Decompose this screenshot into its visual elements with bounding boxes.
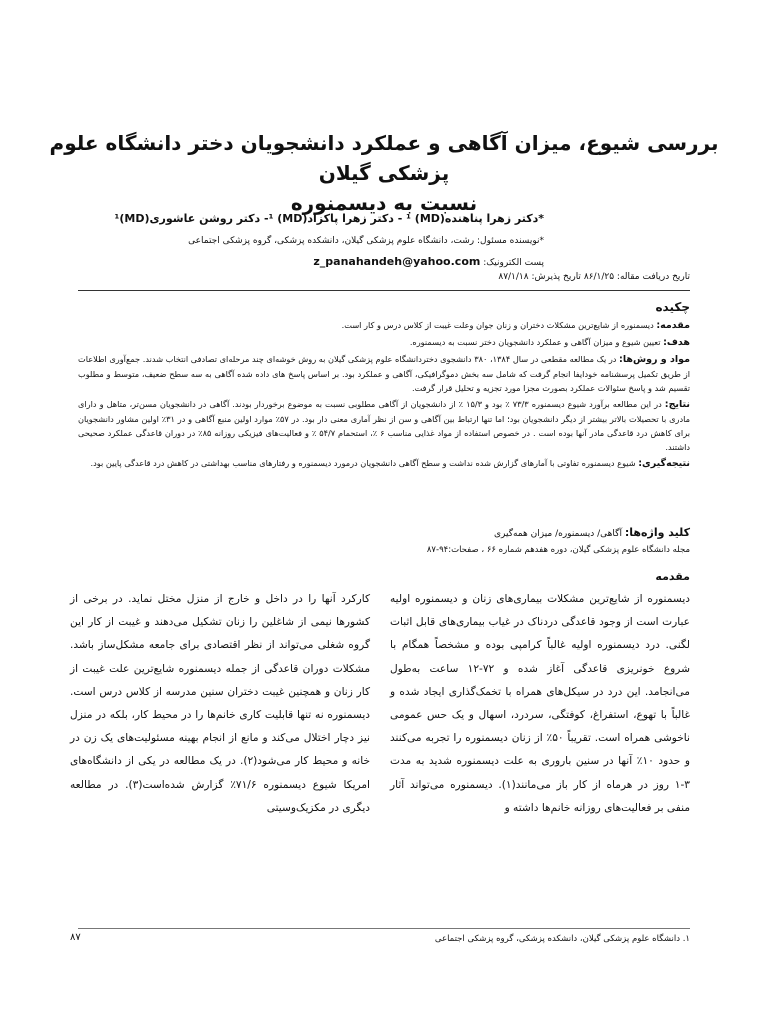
abstract-conclusion: [78, 456, 690, 471]
abstract-methods: [78, 352, 690, 395]
body-paragraph-left: کارکرد آنها را در داخل و خارج از منزل مختل نماید. در برخی از کشورها نیمی از شاغلین را زنان تشکیل می‌دهند و غیبت از کار این گروه شغلی می‌تواند از نظر اقتصادی برای جامعه مشکل‌ساز باشد. مشکلات دوران قاعدگی از جمله دیسمنوره شایع‌ترین علت غیبت از کار زنان و همچنین غیبت دختران سنین مدرسه از کلاس درس است. دیسمنوره نه تنها قابلیت کاری خانم‌ها را در محیط کار، بلکه در منزل نیز دچار اختلال می‌کند و مانع از انجام بهینه مسئولیت‌های یک زن در خانه و محیط کار می‌شود(۲). در یک مطالعه در یکی از دانشگاه‌های امریکا شیوع دیسمنوره ۷۱/۶٪ گزارش شده‌است(۳). در مطالعه دیگری در مکزیک‌وسیتی: [70, 593, 370, 814]
aim-text: تعیین شیوع و میزان آگاهی و عملکرد دانشجویان دختر نسبت به دیسمنوره.: [409, 337, 661, 347]
methods-text: در یک مطالعه مقطعی در سال ۱۳۸۴، ۳۸۰ دانشجوی دختردانشگاه علوم پزشکی گیلان به روش خوشه‌ای چند مرحله‌ای تصادفی انتخاب شدند. جمع‌آوری اطلاعات از طریق تکمیل پرسشنامه خودایفا انجام گرفت که شامل سه بخش دموگرافیکی، آگاهی و عملکرد بود. بر اساس پاسخ های داده شده آگاهی به سه سطح ضعیف، متوسط و مطلوب تقسیم شد و پاسخ سئوالات عملکرد بصورت مجزا مورد تجزیه و تحلیل قرار گرفت.: [78, 354, 690, 393]
corresponding-author: *نویسنده مسئول: رشت، دانشگاه علوم پزشکی گیلان، دانشکده پزشکی، گروه پزشکی اجتماعی: [188, 236, 544, 246]
abstract-body: [78, 318, 690, 473]
title-line-2: نسبت به دیسمنوره: [290, 191, 478, 215]
results-text: در این مطالعه برآورد شیوع دیسمنوره ۷۳/۳ ٪ بود و ۱۵/۳ ٪ از دانشجویان از آگاهی مطلوبی نسبت به موضوع برخوردار بودند. آگاهی در دانشجویان مسن‌تر، متاهل و دارای مادری با تحصیلات بالاتر بیشتر از دیگر دانشجویان بود؛ اما تنها ارتباط بین آگاهی و سن از نظر آماری معنی دار بود. در ۵۷٪ موارد اولین منبع آگاهی و در ۳۱٪ اولین مشاور دانشجویان برای کاهش درد قاعدگی مادر آنها بوده است . در خصوص استفاده از مواد غذایی مناسب ۶ ٪، استحمام ۵۴/۷ ٪ و فعالیت‌های فیزیکی روزانه ۸۵٪ در دوران قاعدگی عملکرد صحیحی داشتند.: [78, 399, 691, 452]
keywords-label: کلید واژه‌ها:: [624, 526, 690, 539]
conclusion-label: نتیجه‌گیری:: [638, 458, 690, 469]
body-column-right: [390, 588, 690, 820]
page-number: ۸۷: [70, 932, 81, 943]
body-column-left: [70, 588, 370, 820]
keywords-row: [78, 526, 690, 539]
email-row: [60, 255, 544, 268]
aim-label: هدف:: [663, 337, 690, 348]
footer-divider: [78, 928, 690, 929]
header-divider: [78, 290, 690, 291]
section-heading: مقدمه: [655, 570, 690, 583]
methods-label: مواد و روش‌ها:: [619, 354, 690, 365]
article-dates: تاریخ دریافت مقاله: ۸۶/۱/۲۵ تاریخ پذیرش: ۸۷/۱/۱۸: [498, 272, 690, 282]
author-list: *دکتر زهرا پناهنده(MD) ¹ - دکتر زهرا پاکزاد(MD) ¹- دکتر روشن عاشوری(MD)¹: [114, 212, 544, 225]
abstract-results: [78, 397, 690, 454]
results-label: نتایج:: [664, 399, 690, 410]
article-title: [40, 128, 728, 218]
body-paragraph-right: دیسمنوره از شایع‌ترین مشکلات بیماری‌های زنان و دیسمنوره اولیه عبارت است از وجود قاعدگی دردناک در غیاب بیماری‌های قابل اثبات لگنی. درد دیسمنوره اولیه غالباً کرامپی بوده و مشخصاً همگام با شروع خونریزی قاعدگی آغاز شده و ۷۲-۱۲ ساعت به‌طول می‌انجامد. این درد در سیکل‌های همراه با تخمک‌گذاری ایجاد شده و غالباً با تهوع، استفراغ، کوفتگی، سردرد، اسهال و یک حس عمومی ناخوشی همراه است. تقریباً ۵۰٪ از زنان دیسمنوره را تجربه می‌کنند و حدود ۱۰٪ آنها در سنین باروری به علت دیسمنوره شدید به مدت ۳-۱ روز در هرماه از کار باز می‌مانند(۱). دیسمنوره می‌تواند آثار منفی بر فعالیت‌های روزانه خانم‌ها داشته و: [390, 593, 690, 814]
email-label: پست الکترونیک:: [483, 258, 544, 268]
journal-citation-row: [78, 545, 690, 559]
abstract-aim: [78, 335, 690, 350]
intro-text: دیسمنوره از شایع‌ترین مشکلات دختران و زنان جوان وعلت غیبت از کلاس درس و کار است.: [341, 320, 654, 330]
email-address: z_panahandeh@yahoo.com: [313, 255, 481, 268]
conclusion-text: شیوع دیسمنوره تفاوتی با آمارهای گزارش شده نداشت و سطح آگاهی دانشجویان درمورد دیسمنوره و رفتارهای مناسب بهداشتی در کاهش درد قاعدگی پایین بود.: [90, 458, 636, 468]
intro-label: مقدمه:: [656, 320, 690, 331]
affiliation-footnote: ۱. دانشگاه علوم پزشکی گیلان، دانشکده پزشکی، گروه پزشکی اجتماعی: [434, 934, 690, 944]
title-line-1: بررسی شیوع، میزان آگاهی و عملکرد دانشجویان دختر دانشگاه علوم پزشکی گیلان: [49, 131, 719, 185]
abstract-intro: [78, 318, 690, 333]
keywords-text: آگاهی/ دیسمنوره/ میزان همه‌گیری: [493, 529, 622, 539]
journal-citation: مجله دانشگاه علوم پزشکی گیلان، دوره هفدهم شماره ۶۶ ، صفحات:۹۴-۸۷: [426, 545, 690, 555]
abstract-heading: چکیده: [655, 300, 690, 314]
